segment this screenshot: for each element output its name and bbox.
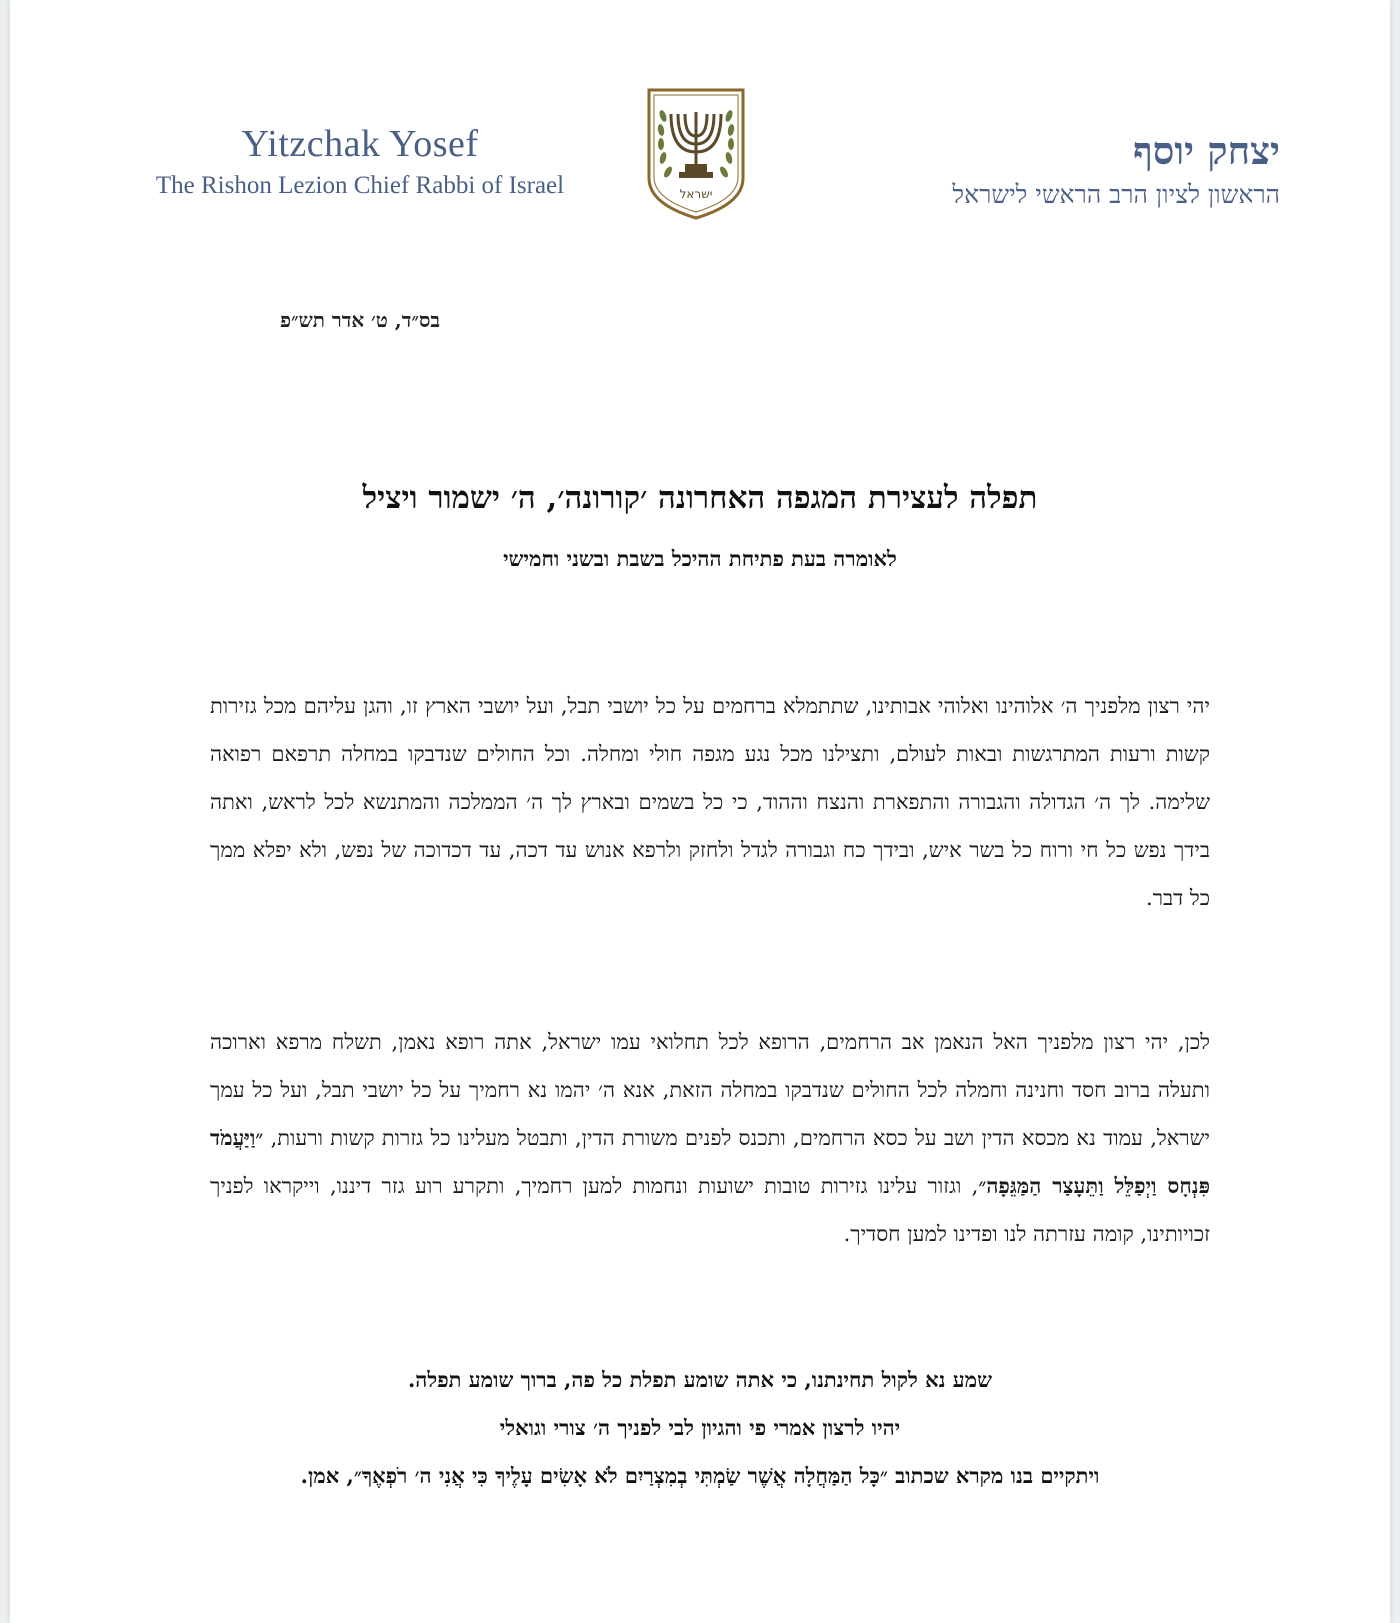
hebrew-name: יצחק יוסף bbox=[1133, 128, 1280, 173]
paragraph-2-text-end: , וגזור עלינו גזירות טובות ישועות ונחמות למען רחמיך, ותקרע רוע גזר דיננו, וייקראו לפניך זכויותינו, קומה עזרתה לנו ופדינו למען חסדיך. bbox=[210, 1174, 1210, 1246]
date-line: בס״ד, ט׳ אדר תש״פ bbox=[280, 308, 440, 332]
english-title: The Rishon Lezion Chief Rabbi of Israel bbox=[155, 172, 565, 199]
israel-emblem-menorah-icon bbox=[641, 86, 751, 222]
english-name: Yitzchak Yosef bbox=[241, 123, 479, 165]
hebrew-title: הראשון לציון הרב הראשי לישראל bbox=[952, 180, 1280, 209]
closing-line: ויתקיים בנו מקרא שכתוב ״כָּל הַמַּחֲלָה אֲשֶׁר שַׂמְתִּי בְמִצְרַיִם לֹא אָשִׂים עָלֶיךָ כִּי אֲנִי ה׳ רֹפְאֶךָ״, אמן. bbox=[300, 1463, 1100, 1488]
paragraph-1: יהי רצון מלפניך ה׳ אלוהינו ואלוהי אבותינו, שתתמלא ברחמים על כל יושבי תבל, ועל יושבי הארץ זו, והגן עליהם מכל גזירות קשות ורעות המתרגשות ובאות לעולם, ותצילנו מכל נגע מגפה חולי ומחלה. וכל החולים שנדבקו במחלה תרפאם רפואה שלימה. לך ה׳ הגדולה והגבורה והתפארת והנצח וההוד, כי כל בשמים ובארץ לך ה׳ הממלכה והמתנשא לכל לראש, ואתה בידך נפש כל חי ורוח כל בשר איש, ובידך כח וגבורה לגדל ולחזק ולרפא אנוש עד דכה, עד דכדוכה של נפש, ולא יפלא ממך כל דבר. bbox=[210, 694, 1210, 910]
paragraph-2-quote: ״וַיַּעֲמֹד פִּנְחָס וַיְפַלֵּל וַתֵּעָצַר הַמַּגֵּפָה״ bbox=[210, 1125, 1210, 1198]
closing-lines bbox=[170, 1356, 1230, 1500]
letter-page bbox=[10, 0, 1390, 1623]
paragraph-2-text-start: לכן, יהי רצון מלפניך האל הנאמן אב הרחמים, הרופא לכל תחלואי עמו ישראל, אתה רופא נאמן, תשלח מרפא וארוכה ותעלה ברוב חסד וחנינה וחמלה לכל החולים שנדבקו במחלה הזאת, אנא ה׳ יהמו נא רחמיך על כל יושבי תבל, ועל כל עמך ישראל, עמוד נא מכסא הדין ושב על כסא הרחמים, ותכנס לפנים משורת הדין, ותבטל מעלינו כל גזרות קשות ורעות, bbox=[210, 1030, 1210, 1150]
prayer-title: תפלה לעצירת המגפה האחרונה ׳קורונה׳, ה׳ ישמור ויציל bbox=[362, 480, 1038, 516]
emblem-label: ישראל bbox=[679, 187, 713, 201]
closing-line: שמע נא לקול תחינתנו, כי אתה שומע תפלת כל פה, ברוך שומע תפלה. bbox=[407, 1367, 992, 1392]
closing-line: יהיו לרצון אמרי פי והגיון לבי לפניך ה׳ צורי וגואלי bbox=[499, 1415, 901, 1440]
letterhead-hebrew bbox=[850, 128, 1280, 210]
letterhead-english bbox=[120, 122, 600, 200]
paragraph-2 bbox=[210, 1018, 1210, 1258]
prayer-subtitle: לאומרה בעת פתיחת ההיכל בשבת ובשני וחמישי bbox=[503, 546, 897, 571]
